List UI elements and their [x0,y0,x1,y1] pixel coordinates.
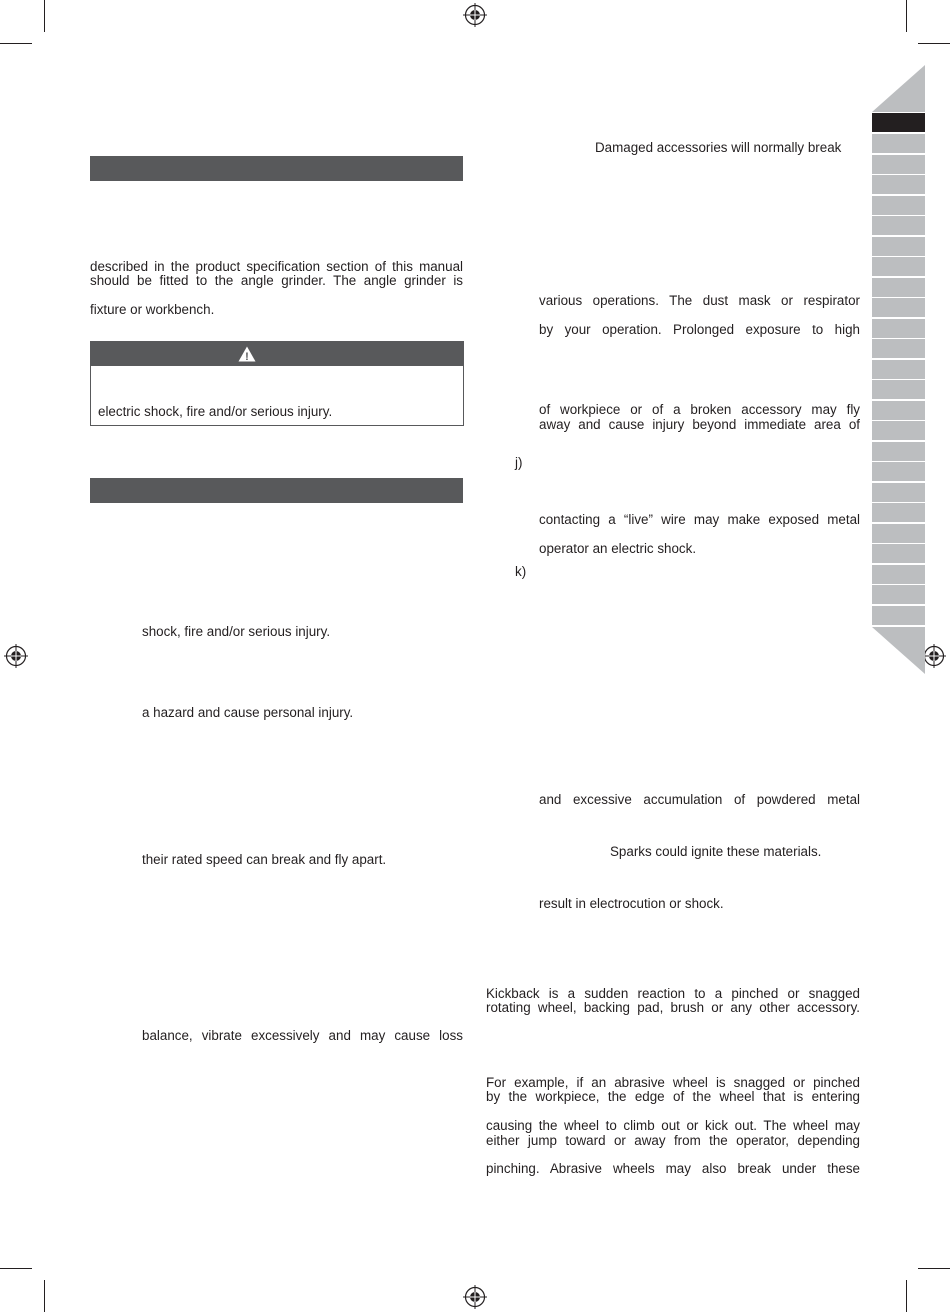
list-item-text: a hazard and cause personal injury. [142,705,354,720]
language-tab [872,421,925,440]
list-item-text: their rated speed can break and fly apart. [142,852,387,867]
language-tab [872,544,925,563]
language-tab [872,380,925,399]
warning-box [90,341,464,426]
registration-mark-icon [4,644,28,668]
language-tab [872,339,925,358]
list-item-text: operator an electric shock. [539,541,697,556]
crop-mark [906,0,907,32]
language-tab [872,524,925,543]
warning-triangle-icon [238,346,256,362]
section-header-bar [90,478,463,503]
crop-mark [918,1268,950,1269]
list-item-text: away and cause injury beyond immediate area of [539,417,860,432]
list-item-text: Sparks could ignite these materials. [610,844,822,859]
language-tab [872,606,925,625]
language-tab [872,585,925,604]
body-text-line: described in the product specification section of this manual [90,259,463,274]
list-item-text: by your operation. Prolonged exposure to high [539,322,860,337]
list-item-text: contacting a “live” wire may make exposed metal [539,512,860,527]
kickback-text-line: For example, if an abrasive wheel is snagged or pinched [486,1075,860,1090]
list-item-text: of workpiece or of a broken accessory may fly [539,402,860,417]
kickback-text-line: either jump toward or away from the operator, depending [486,1133,860,1148]
language-tab [872,319,925,338]
crop-mark [0,43,32,44]
language-tab [872,298,925,317]
list-item-text: shock, fire and/or serious injury. [142,624,331,639]
registration-mark-icon [463,3,487,27]
language-tab [872,134,925,153]
body-text-line: Damaged accessories will normally break [595,140,842,155]
list-item-text: various operations. The dust mask or respirator [539,293,860,308]
list-item-text: and excessive accumulation of powdered metal [539,792,860,807]
language-tab-active [872,113,925,132]
language-tab [872,216,925,235]
crop-mark [0,1268,32,1269]
list-item-letter: j) [515,455,523,470]
list-item-text: result in electrocution or shock. [539,896,724,911]
section-header-bar [90,156,463,181]
warning-exclamation: ! [245,351,249,362]
kickback-text-line: Kickback is a sudden reaction to a pinched or snagged [486,986,860,1001]
crop-mark [44,0,45,32]
crop-mark [44,1280,45,1312]
language-tab [872,196,925,215]
kickback-text-line: pinching. Abrasive wheels may also break under these [486,1161,860,1176]
kickback-text-line: by the workpiece, the edge of the wheel that is entering [486,1089,860,1104]
kickback-text-line: rotating wheel, backing pad, brush or any other accessory. [486,1000,860,1015]
list-item-letter: k) [515,564,527,579]
crop-mark [918,43,950,44]
language-tab [872,483,925,502]
language-tab [872,360,925,379]
crop-mark [906,1280,907,1312]
language-tab [872,175,925,194]
tab-strip-bottom-corner [872,627,925,674]
language-tab [872,401,925,420]
list-item-text: balance, vibrate excessively and may cause loss [142,1028,463,1043]
language-tab [872,155,925,174]
language-tab [872,237,925,256]
language-tab [872,462,925,481]
language-tab [872,257,925,276]
kickback-text-line: causing the wheel to climb out or kick out. The wheel may [486,1118,860,1133]
warning-text: electric shock, fire and/or serious injury. [98,404,333,419]
registration-mark-icon [463,1285,487,1309]
body-text-line: fixture or workbench. [90,302,215,317]
warning-header [91,342,463,366]
language-tab [872,278,925,297]
tab-strip-top-corner [872,65,925,112]
body-text-line: should be fitted to the angle grinder. The angle grinder is [90,273,463,288]
language-tab [872,503,925,522]
language-tab [872,565,925,584]
registration-mark-icon [922,644,946,668]
language-tab [872,442,925,461]
